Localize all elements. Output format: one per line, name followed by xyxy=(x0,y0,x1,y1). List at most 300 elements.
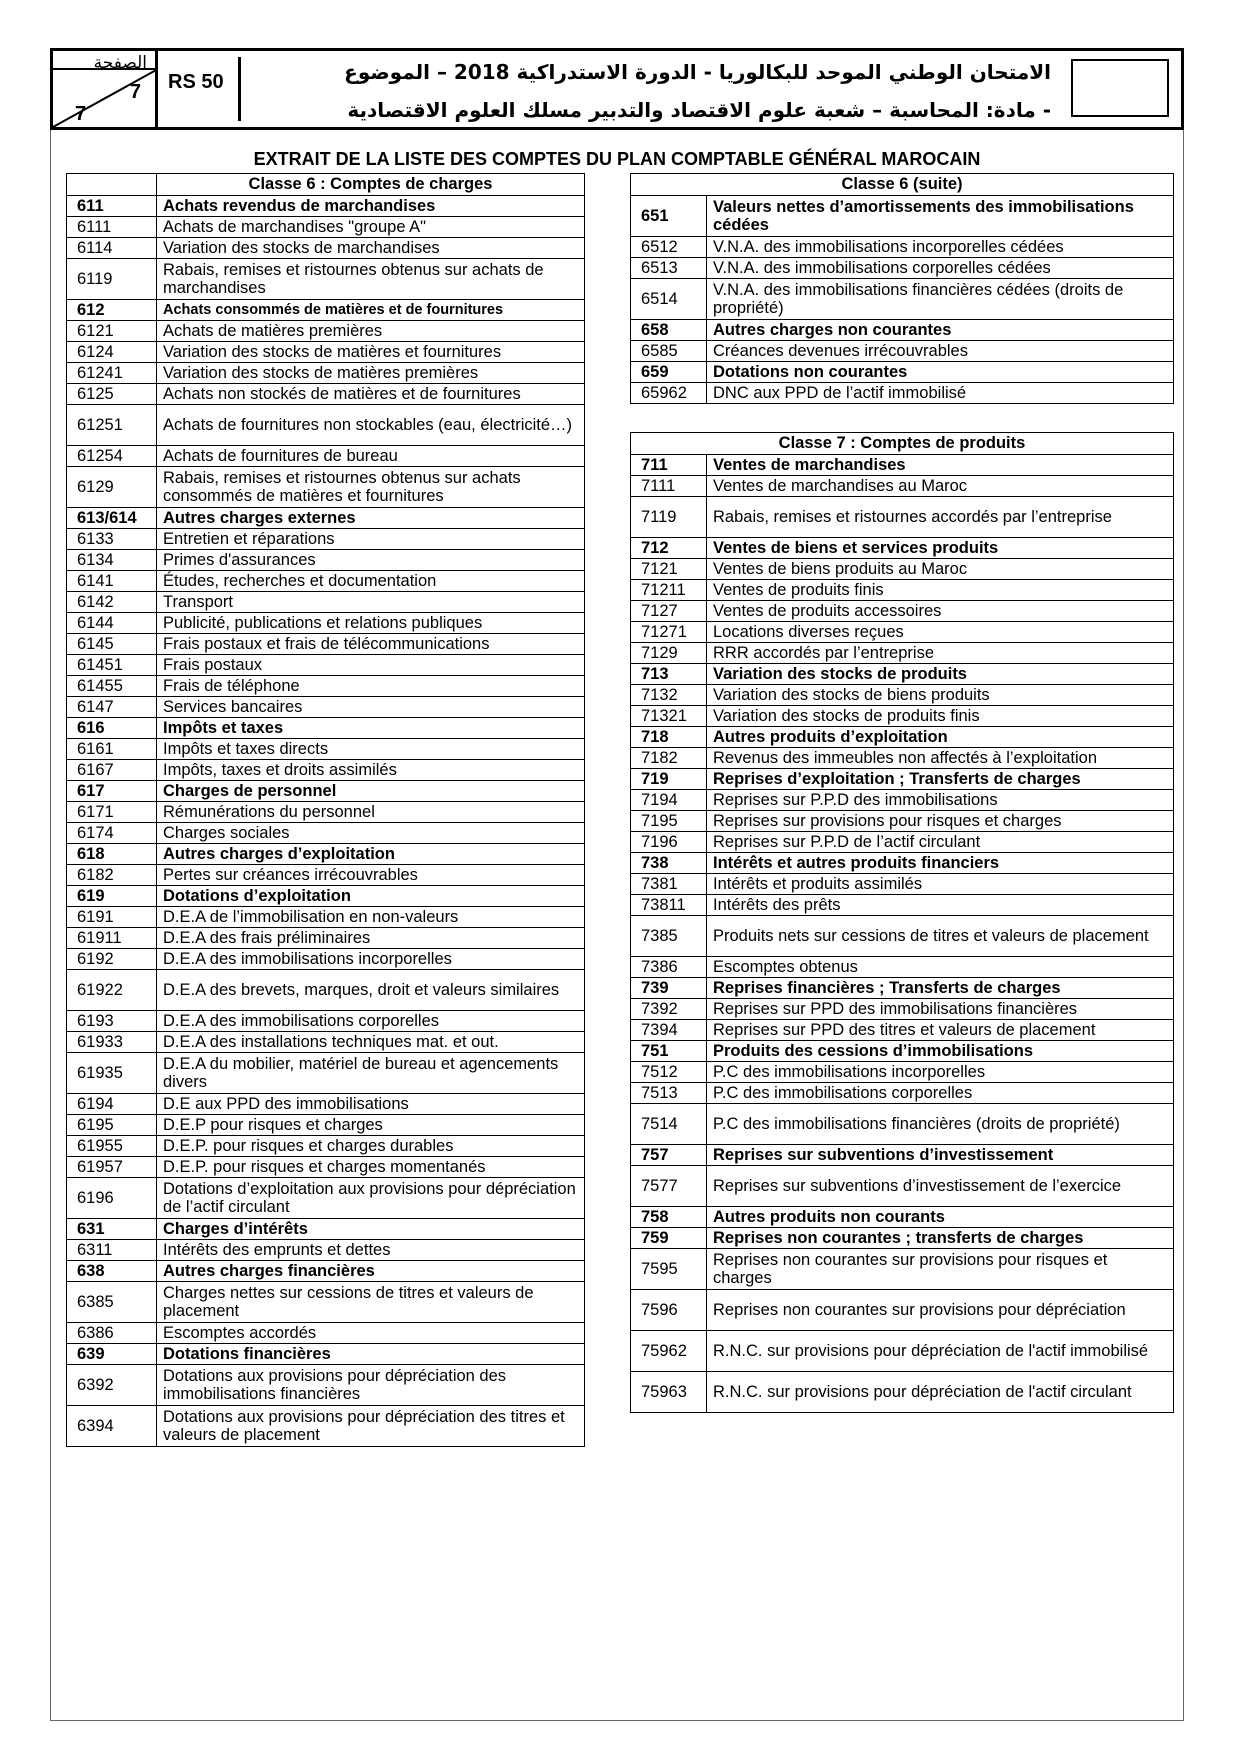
account-label: Reprises sur subventions d’investissement de l’exercice xyxy=(707,1166,1174,1207)
charges-continued-table xyxy=(630,173,1174,404)
account-label: Ventes de marchandises au Maroc xyxy=(707,476,1174,497)
account-code: 7127 xyxy=(631,601,707,622)
account-row xyxy=(631,1290,1174,1331)
account-code: 61455 xyxy=(67,676,157,697)
account-code: 61254 xyxy=(67,446,157,467)
account-label: V.N.A. des immobilisations corporelles cédées xyxy=(707,258,1174,279)
account-code: 6171 xyxy=(67,802,157,823)
account-code: 6133 xyxy=(67,529,157,550)
account-code: 759 xyxy=(631,1228,707,1249)
account-code: 61251 xyxy=(67,405,157,446)
account-row xyxy=(67,238,585,259)
account-label: Ventes de produits accessoires xyxy=(707,601,1174,622)
account-label: Autres charges externes xyxy=(157,508,585,529)
account-row xyxy=(67,718,585,739)
account-label: Intérêts des prêts xyxy=(707,895,1174,916)
account-code: 738 xyxy=(631,853,707,874)
exam-title-line1: الامتحان الوطني الموحد للبكالوريا - الدورة الاستدراكية 2018 – الموضوع xyxy=(344,60,1051,84)
exam-code: RS 50 xyxy=(166,57,241,121)
account-row xyxy=(631,538,1174,559)
account-label: Achats de matières premières xyxy=(157,321,585,342)
account-row xyxy=(631,1083,1174,1104)
account-label: Ventes de biens produits au Maroc xyxy=(707,559,1174,580)
account-row xyxy=(631,383,1174,404)
account-row xyxy=(631,258,1174,279)
account-code: 6195 xyxy=(67,1115,157,1136)
account-label: Reprises d’exploitation ; Transferts de charges xyxy=(707,769,1174,790)
account-row xyxy=(631,341,1174,362)
account-label: Autres charges financières xyxy=(157,1261,585,1282)
account-code: 71271 xyxy=(631,622,707,643)
account-label: D.E.A de l’immobilisation en non-valeurs xyxy=(157,907,585,928)
account-label: Transport xyxy=(157,592,585,613)
account-row xyxy=(631,237,1174,258)
account-label: Charges d’intérêts xyxy=(157,1219,585,1240)
account-code: 619 xyxy=(67,886,157,907)
account-label: Escomptes obtenus xyxy=(707,957,1174,978)
account-label: Achats non stockés de matières et de fournitures xyxy=(157,384,585,405)
account-row xyxy=(631,1331,1174,1372)
account-label: V.N.A. des immobilisations financières cédées (droits de propriété) xyxy=(707,279,1174,320)
account-row xyxy=(67,1219,585,1240)
account-row xyxy=(67,1032,585,1053)
account-label: Ventes de biens et services produits xyxy=(707,538,1174,559)
account-label: D.E.A des immobilisations corporelles xyxy=(157,1011,585,1032)
account-label: Autres produits d’exploitation xyxy=(707,727,1174,748)
account-row xyxy=(67,1240,585,1261)
account-code: 617 xyxy=(67,781,157,802)
account-code: 7111 xyxy=(631,476,707,497)
account-row xyxy=(67,571,585,592)
account-code: 7195 xyxy=(631,811,707,832)
account-row xyxy=(67,1323,585,1344)
account-row xyxy=(631,320,1174,341)
account-label: Achats consommés de matières et de fournitures xyxy=(157,300,585,321)
account-row xyxy=(67,321,585,342)
account-code: 751 xyxy=(631,1041,707,1062)
account-code: 73811 xyxy=(631,895,707,916)
account-row xyxy=(67,1344,585,1365)
account-label: Reprises sur PPD des immobilisations financières xyxy=(707,999,1174,1020)
account-label: Reprises financières ; Transferts de charges xyxy=(707,978,1174,999)
account-code: 6124 xyxy=(67,342,157,363)
account-row xyxy=(631,999,1174,1020)
account-row xyxy=(631,664,1174,685)
account-code: 6392 xyxy=(67,1365,157,1406)
account-row xyxy=(631,853,1174,874)
account-label: Rabais, remises et ristournes accordés par l’entreprise xyxy=(707,497,1174,538)
account-row xyxy=(67,613,585,634)
account-code: 7196 xyxy=(631,832,707,853)
account-code: 61911 xyxy=(67,928,157,949)
account-label: Variation des stocks de produits finis xyxy=(707,706,1174,727)
account-label: Créances devenues irrécouvrables xyxy=(707,341,1174,362)
account-code: 6514 xyxy=(631,279,707,320)
account-label: Rabais, remises et ristournes obtenus sur achats de marchandises xyxy=(157,259,585,300)
account-code: 7577 xyxy=(631,1166,707,1207)
table-heading: Classe 7 : Comptes de produits xyxy=(631,433,1174,455)
account-row xyxy=(67,655,585,676)
account-row xyxy=(631,1104,1174,1145)
account-row xyxy=(67,781,585,802)
account-label: Publicité, publications et relations publiques xyxy=(157,613,585,634)
account-label: Produits des cessions d’immobilisations xyxy=(707,1041,1174,1062)
account-code: 61922 xyxy=(67,970,157,1011)
account-code: 7512 xyxy=(631,1062,707,1083)
account-label: V.N.A. des immobilisations incorporelles cédées xyxy=(707,237,1174,258)
exam-header xyxy=(50,48,1184,130)
table-corner-cell xyxy=(67,174,157,196)
account-label: Achats de marchandises "groupe A" xyxy=(157,217,585,238)
account-row xyxy=(67,1365,585,1406)
account-code: 612 xyxy=(67,300,157,321)
account-label: Charges de personnel xyxy=(157,781,585,802)
account-code: 6192 xyxy=(67,949,157,970)
account-label: Reprises sur PPD des titres et valeurs de placement xyxy=(707,1020,1174,1041)
page-number-box xyxy=(53,51,158,127)
account-code: 7513 xyxy=(631,1083,707,1104)
account-row xyxy=(631,196,1174,237)
account-code: 7596 xyxy=(631,1290,707,1331)
account-label: Variation des stocks de matières premières xyxy=(157,363,585,384)
account-code: 61933 xyxy=(67,1032,157,1053)
account-code: 7121 xyxy=(631,559,707,580)
account-code: 6394 xyxy=(67,1406,157,1447)
account-row xyxy=(631,978,1174,999)
account-code: 61957 xyxy=(67,1157,157,1178)
account-code: 6145 xyxy=(67,634,157,655)
account-label: Pertes sur créances irrécouvrables xyxy=(157,865,585,886)
account-code: 6196 xyxy=(67,1178,157,1219)
account-row xyxy=(67,592,585,613)
exam-titles xyxy=(251,53,1051,129)
account-row xyxy=(67,363,585,384)
account-code: 6134 xyxy=(67,550,157,571)
account-code: 757 xyxy=(631,1145,707,1166)
page-number: 7 xyxy=(129,81,141,103)
account-row xyxy=(631,455,1174,476)
account-row xyxy=(67,1053,585,1094)
account-label: Achats revendus de marchandises xyxy=(157,196,585,217)
account-label: Impôts et taxes xyxy=(157,718,585,739)
exam-stamp-box xyxy=(1071,59,1169,117)
account-code: 739 xyxy=(631,978,707,999)
account-row xyxy=(631,685,1174,706)
account-row xyxy=(631,1372,1174,1413)
account-row xyxy=(67,342,585,363)
account-code: 658 xyxy=(631,320,707,341)
account-code: 6125 xyxy=(67,384,157,405)
account-code: 618 xyxy=(67,844,157,865)
account-row xyxy=(67,1136,585,1157)
account-code: 6513 xyxy=(631,258,707,279)
account-code: 7132 xyxy=(631,685,707,706)
account-row xyxy=(67,970,585,1011)
account-label: Dotations aux provisions pour dépréciation des immobilisations financières xyxy=(157,1365,585,1406)
account-code: 65962 xyxy=(631,383,707,404)
account-row xyxy=(67,508,585,529)
account-code: 638 xyxy=(67,1261,157,1282)
account-code: 616 xyxy=(67,718,157,739)
account-label: Autres charges d’exploitation xyxy=(157,844,585,865)
account-row xyxy=(67,823,585,844)
account-row xyxy=(67,446,585,467)
account-row xyxy=(631,748,1174,769)
account-label: Dotations d’exploitation aux provisions pour dépréciation de l’actif circulant xyxy=(157,1178,585,1219)
account-code: 7385 xyxy=(631,916,707,957)
account-row xyxy=(67,1157,585,1178)
account-code: 7129 xyxy=(631,643,707,664)
account-code: 719 xyxy=(631,769,707,790)
account-label: D.E aux PPD des immobilisations xyxy=(157,1094,585,1115)
account-label: R.N.C. sur provisions pour dépréciation de l'actif immobilisé xyxy=(707,1331,1174,1372)
account-code: 6142 xyxy=(67,592,157,613)
account-row xyxy=(67,949,585,970)
account-label: Impôts, taxes et droits assimilés xyxy=(157,760,585,781)
account-label: Dotations financières xyxy=(157,1344,585,1365)
account-label: D.E.P. pour risques et charges momentanés xyxy=(157,1157,585,1178)
account-label: Dotations d’exploitation xyxy=(157,886,585,907)
account-code: 75963 xyxy=(631,1372,707,1413)
account-label: Entretien et réparations xyxy=(157,529,585,550)
account-row xyxy=(631,1249,1174,1290)
account-code: 6141 xyxy=(67,571,157,592)
account-code: 6182 xyxy=(67,865,157,886)
account-row xyxy=(67,1406,585,1447)
account-code: 6512 xyxy=(631,237,707,258)
account-code: 71321 xyxy=(631,706,707,727)
account-row xyxy=(67,928,585,949)
account-label: Impôts et taxes directs xyxy=(157,739,585,760)
account-label: P.C des immobilisations corporelles xyxy=(707,1083,1174,1104)
account-row xyxy=(631,832,1174,853)
account-label: DNC aux PPD de l’actif immobilisé xyxy=(707,383,1174,404)
account-label: Intérêts et autres produits financiers xyxy=(707,853,1174,874)
account-row xyxy=(631,811,1174,832)
account-code: 7381 xyxy=(631,874,707,895)
account-row xyxy=(631,476,1174,497)
account-row xyxy=(631,362,1174,383)
account-row xyxy=(631,622,1174,643)
account-label: Locations diverses reçues xyxy=(707,622,1174,643)
account-row xyxy=(631,916,1174,957)
account-row xyxy=(67,1178,585,1219)
account-label: Valeurs nettes d’amortissements des immobilisations cédées xyxy=(707,196,1174,237)
account-label: Escomptes accordés xyxy=(157,1323,585,1344)
account-label: Dotations non courantes xyxy=(707,362,1174,383)
account-label: Reprises sur P.P.D de l’actif circulant xyxy=(707,832,1174,853)
account-row xyxy=(631,874,1174,895)
account-row xyxy=(67,739,585,760)
account-code: 61241 xyxy=(67,363,157,384)
account-label: D.E.A des frais préliminaires xyxy=(157,928,585,949)
account-label: Frais postaux xyxy=(157,655,585,676)
account-label: Reprises sur provisions pour risques et charges xyxy=(707,811,1174,832)
charges-accounts-table xyxy=(66,173,585,1447)
account-label: D.E.P. pour risques et charges durables xyxy=(157,1136,585,1157)
account-code: 6167 xyxy=(67,760,157,781)
table-heading: Classe 6 (suite) xyxy=(631,174,1174,196)
account-code: 712 xyxy=(631,538,707,559)
account-row xyxy=(67,1282,585,1323)
account-row xyxy=(631,643,1174,664)
account-code: 613/614 xyxy=(67,508,157,529)
account-label: P.C des immobilisations incorporelles xyxy=(707,1062,1174,1083)
account-code: 7392 xyxy=(631,999,707,1020)
account-label: D.E.A des immobilisations incorporelles xyxy=(157,949,585,970)
account-code: 659 xyxy=(631,362,707,383)
account-label: Intérêts et produits assimilés xyxy=(707,874,1174,895)
account-label: Services bancaires xyxy=(157,697,585,718)
account-code: 6386 xyxy=(67,1323,157,1344)
account-code: 75962 xyxy=(631,1331,707,1372)
account-code: 6194 xyxy=(67,1094,157,1115)
account-row xyxy=(67,529,585,550)
account-row xyxy=(67,217,585,238)
account-label: Rémunérations du personnel xyxy=(157,802,585,823)
account-label: Dotations aux provisions pour dépréciation des titres et valeurs de placement xyxy=(157,1406,585,1447)
products-accounts-table xyxy=(630,432,1174,1413)
account-label: Reprises sur subventions d’investissement xyxy=(707,1145,1174,1166)
account-code: 7194 xyxy=(631,790,707,811)
account-code: 758 xyxy=(631,1207,707,1228)
account-row xyxy=(67,550,585,571)
account-code: 631 xyxy=(67,1219,157,1240)
account-row xyxy=(631,957,1174,978)
account-row xyxy=(631,790,1174,811)
account-row xyxy=(67,802,585,823)
account-code: 651 xyxy=(631,196,707,237)
account-row xyxy=(631,895,1174,916)
account-label: Achats de fournitures non stockables (eau, électricité…) xyxy=(157,405,585,446)
account-label: Variation des stocks de biens produits xyxy=(707,685,1174,706)
account-code: 639 xyxy=(67,1344,157,1365)
account-row xyxy=(67,844,585,865)
account-row xyxy=(67,1261,585,1282)
account-row xyxy=(67,865,585,886)
account-label: D.E.A des installations techniques mat. et out. xyxy=(157,1032,585,1053)
account-label: Études, recherches et documentation xyxy=(157,571,585,592)
account-label: Intérêts des emprunts et dettes xyxy=(157,1240,585,1261)
account-code: 718 xyxy=(631,727,707,748)
account-label: Achats de fournitures de bureau xyxy=(157,446,585,467)
account-row xyxy=(631,601,1174,622)
account-code: 6114 xyxy=(67,238,157,259)
account-row xyxy=(67,1094,585,1115)
account-code: 7394 xyxy=(631,1020,707,1041)
account-label: Rabais, remises et ristournes obtenus sur achats consommés de matières et fournitures xyxy=(157,467,585,508)
account-row xyxy=(631,727,1174,748)
account-label: Frais de téléphone xyxy=(157,676,585,697)
account-row xyxy=(67,384,585,405)
account-code: 6144 xyxy=(67,613,157,634)
account-code: 61935 xyxy=(67,1053,157,1094)
account-row xyxy=(631,706,1174,727)
account-label: Variation des stocks de produits xyxy=(707,664,1174,685)
account-label: R.N.C. sur provisions pour dépréciation de l'actif circulant xyxy=(707,1372,1174,1413)
table-heading: Classe 6 : Comptes de charges xyxy=(157,174,585,196)
account-row xyxy=(67,697,585,718)
account-label: Reprises non courantes ; transferts de charges xyxy=(707,1228,1174,1249)
account-code: 61955 xyxy=(67,1136,157,1157)
account-label: Variation des stocks de marchandises xyxy=(157,238,585,259)
account-label: Variation des stocks de matières et fournitures xyxy=(157,342,585,363)
account-code: 6191 xyxy=(67,907,157,928)
account-row xyxy=(631,580,1174,601)
account-row xyxy=(631,1062,1174,1083)
page-total: 7 xyxy=(75,103,87,125)
exam-title-line2: - مادة: المحاسبة – شعبة علوم الاقتصاد والتدبير مسلك العلوم الاقتصادية xyxy=(347,98,1051,122)
account-row xyxy=(67,1115,585,1136)
account-row xyxy=(67,467,585,508)
account-label: D.E.P pour risques et charges xyxy=(157,1115,585,1136)
account-code: 711 xyxy=(631,455,707,476)
account-row xyxy=(67,634,585,655)
account-label: D.E.A des brevets, marques, droit et valeurs similaires xyxy=(157,970,585,1011)
account-code: 7182 xyxy=(631,748,707,769)
account-row xyxy=(631,1166,1174,1207)
account-row xyxy=(631,497,1174,538)
account-code: 6385 xyxy=(67,1282,157,1323)
account-code: 7119 xyxy=(631,497,707,538)
account-code: 6129 xyxy=(67,467,157,508)
account-code: 6111 xyxy=(67,217,157,238)
account-row xyxy=(67,196,585,217)
account-row xyxy=(67,886,585,907)
account-row xyxy=(631,1041,1174,1062)
account-row xyxy=(67,907,585,928)
account-row xyxy=(631,559,1174,580)
account-code: 6119 xyxy=(67,259,157,300)
account-row xyxy=(67,760,585,781)
account-label: Frais postaux et frais de télécommunications xyxy=(157,634,585,655)
account-row xyxy=(67,259,585,300)
account-code: 7595 xyxy=(631,1249,707,1290)
account-label: Charges nettes sur cessions de titres et valeurs de placement xyxy=(157,1282,585,1323)
account-code: 6161 xyxy=(67,739,157,760)
account-label: Ventes de marchandises xyxy=(707,455,1174,476)
account-row xyxy=(631,1228,1174,1249)
account-code: 7514 xyxy=(631,1104,707,1145)
account-code: 6311 xyxy=(67,1240,157,1261)
account-label: Primes d'assurances xyxy=(157,550,585,571)
account-row xyxy=(631,769,1174,790)
account-row xyxy=(67,405,585,446)
account-label: Revenus des immeubles non affectés à l’exploitation xyxy=(707,748,1174,769)
account-label: Autres charges non courantes xyxy=(707,320,1174,341)
account-row xyxy=(631,279,1174,320)
account-code: 6121 xyxy=(67,321,157,342)
account-label: D.E.A du mobilier, matériel de bureau et agencements divers xyxy=(157,1053,585,1094)
account-row xyxy=(631,1145,1174,1166)
account-code: 6174 xyxy=(67,823,157,844)
account-row xyxy=(67,1011,585,1032)
account-label: RRR accordés par l’entreprise xyxy=(707,643,1174,664)
account-label: Charges sociales xyxy=(157,823,585,844)
page-label: الصفحة xyxy=(93,53,147,73)
account-code: 71211 xyxy=(631,580,707,601)
account-label: Produits nets sur cessions de titres et valeurs de placement xyxy=(707,916,1174,957)
account-label: Reprises sur P.P.D des immobilisations xyxy=(707,790,1174,811)
account-code: 6585 xyxy=(631,341,707,362)
account-code: 7386 xyxy=(631,957,707,978)
account-label: Autres produits non courants xyxy=(707,1207,1174,1228)
account-code: 6147 xyxy=(67,697,157,718)
account-row xyxy=(67,300,585,321)
account-row xyxy=(631,1207,1174,1228)
account-code: 713 xyxy=(631,664,707,685)
account-row xyxy=(67,676,585,697)
